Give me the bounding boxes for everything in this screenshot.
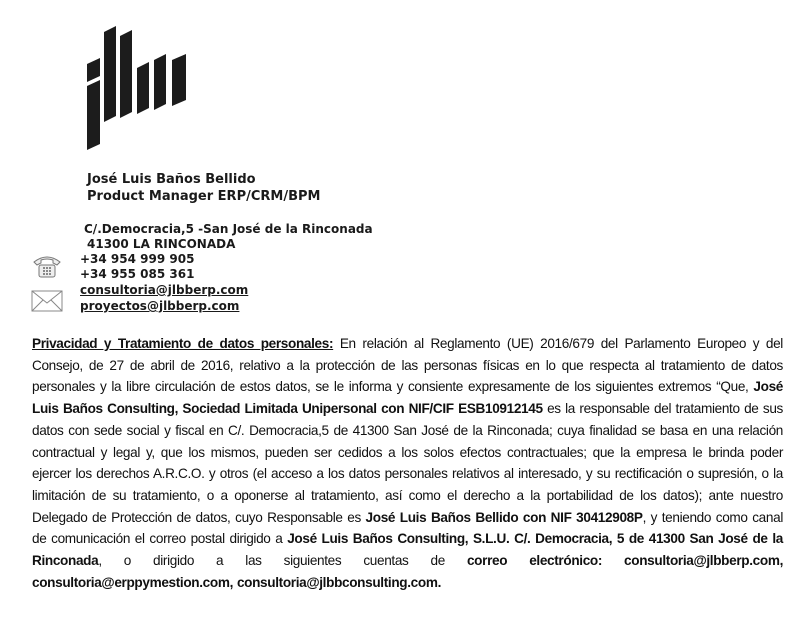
- signature-name: José Luis Baños Bellido: [87, 172, 256, 187]
- address-line-1: C/.Democracia,5 -San José de la Rinconada: [84, 222, 373, 236]
- address-line-2: 41300 LA RINCONADA: [87, 237, 236, 251]
- privacy-text-2: es la responsable del tratamiento de sus datos con sede social y fiscal en C/. Democracia,5 de 41300 San José de la Rinconada; cuya finalidad se basa en una relación contractual y legal y, que los mismos, pueden ser cedidos a los solos efectos contractuales; que la empresa le brinda poder ejercer los derechos A.R.C.O. y otros (el acceso a los datos personales relativos al interesado, y su rectificación o supresión, o la limitación de su tratamiento, o a oponerse al tratamiento, así como el derecho a la portabilidad de los datos); ante nuestro Delegado de Protección de datos, cuyo Responsable es: [32, 401, 783, 525]
- jlbb-logo: [85, 24, 195, 158]
- privacy-text-3: , y teniendo como canal de comunicación el correo postal dirigido a: [32, 509, 783, 547]
- privacy-text-1: En relación al Reglamento (UE) 2016/679 del Parlamento Europeo y del Consejo, de 27 de abril de 2016, relativo a la protección de las personas físicas en lo que respecta al tratamiento de datos personales y la libre circulación de estos datos, se le informa y consiente expresamente de los siguientes extremos “Que,: [32, 336, 783, 395]
- postal-address: José Luis Baños Consulting, S.L.U. C/. Democracia, 5 de 41300 San José de la Rinconada: [32, 531, 783, 569]
- email-link-consultoria[interactable]: consultoria@jlbberp.com: [80, 283, 249, 297]
- email-2: [80, 299, 239, 313]
- contact-emails: correo electrónico: consultoria@jlbberp.com, consultoria@erppymestion.com, consultoria@jlbbconsulting.com.: [32, 553, 783, 590]
- phone-1: +34 954 999 905: [80, 252, 195, 266]
- privacy-text-4: , o dirigido a las siguientes cuentas de: [98, 553, 467, 569]
- signature-title: Product Manager ERP/CRM/BPM: [87, 189, 321, 204]
- privacy-heading: Privacidad y Tratamiento de datos personales:: [32, 336, 334, 351]
- privacy-notice: [32, 333, 783, 593]
- phone-2: +34 955 085 361: [80, 267, 195, 281]
- email-link-proyectos[interactable]: proyectos@jlbberp.com: [80, 299, 240, 313]
- envelope-icon: [31, 290, 63, 316]
- responsible-nif: José Luis Baños Bellido con NIF 30412908P: [365, 509, 643, 525]
- email-1: [80, 283, 248, 297]
- company-nif: José Luis Baños Consulting, Sociedad Limitada Unipersonal con NIF/CIF ESB10912145: [32, 379, 783, 417]
- telephone-icon: [32, 254, 62, 282]
